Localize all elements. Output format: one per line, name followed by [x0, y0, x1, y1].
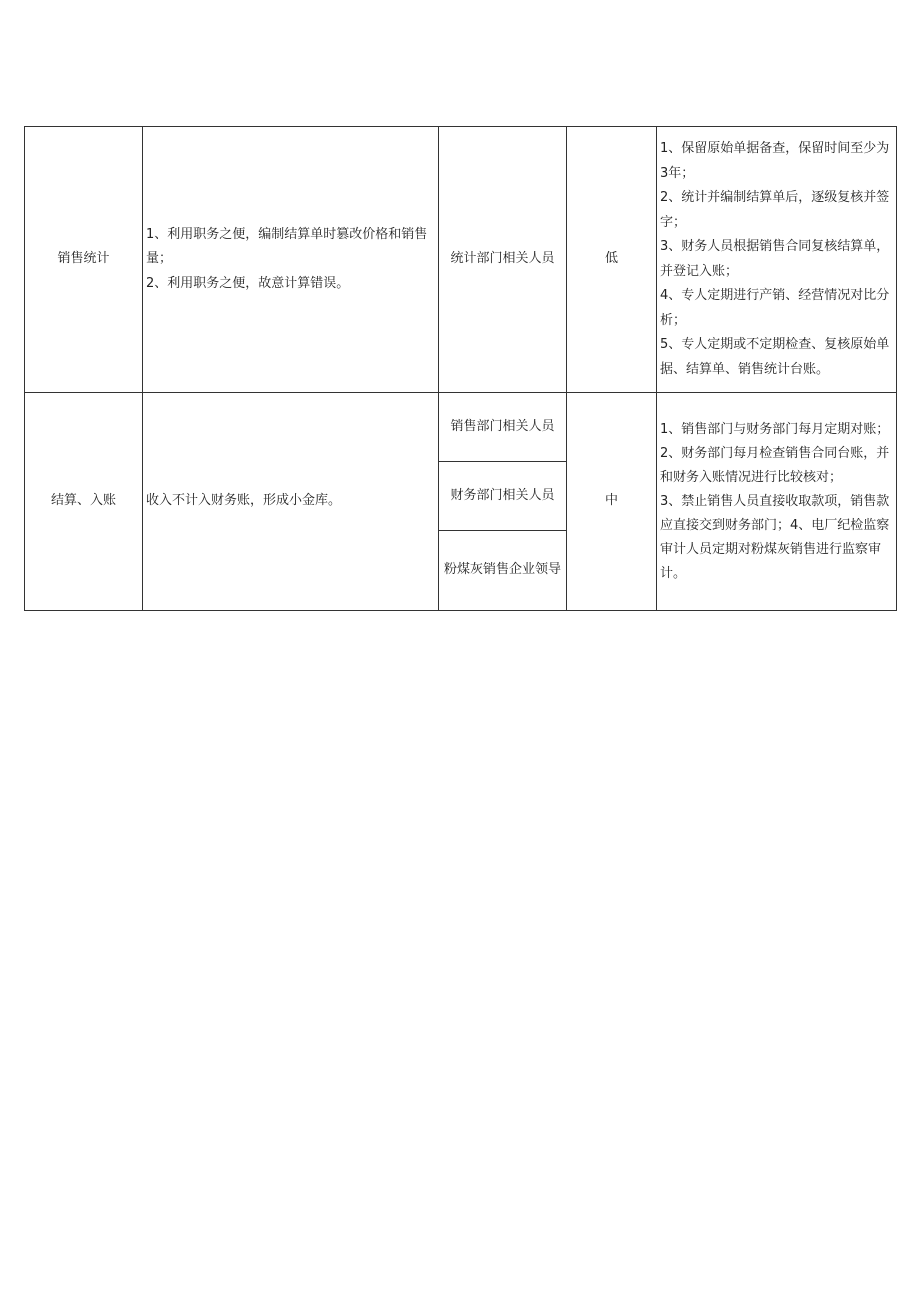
- personnel-cell: 统计部门相关人员: [439, 127, 567, 393]
- measure-item: 2、统计并编制结算单后，逐级复核并签字；: [660, 190, 890, 230]
- risk-point: 收入不计入财务账，形成小金库。: [146, 493, 342, 509]
- table-row: [25, 393, 897, 462]
- risk-point: 1、利用职务之便，编制结算单时篡改价格和销售量；: [146, 226, 428, 267]
- risk-points-cell: [143, 127, 439, 393]
- table-row: [25, 127, 897, 393]
- personnel-cell: 粉煤灰销售企业领导: [439, 531, 567, 611]
- risk-control-table: [24, 126, 897, 611]
- measure-item: 1、保留原始单据备查，保留时间至少为3年；: [660, 141, 890, 181]
- process-cell: 销售统计: [25, 127, 143, 393]
- risk-point: 2、利用职务之便，故意计算错误。: [146, 275, 350, 291]
- personnel-cell: 销售部门相关人员: [439, 393, 567, 462]
- measure-item: 3、禁止销售人员直接收取款项，销售款应直接交到财务部门；4、电厂纪检监察审计人员定期对粉煤灰销售进行监察审计。: [660, 493, 890, 581]
- measure-item: 2、财务部门每月检查销售合同台账，并和财务入账情况进行比较核对；: [660, 445, 890, 485]
- measures-cell: [657, 393, 897, 611]
- process-cell: 结算、入账: [25, 393, 143, 611]
- measure-item: 1、销售部门与财务部门每月定期对账；: [660, 421, 890, 437]
- risk-level-cell: 中: [567, 393, 657, 611]
- measures-cell: [657, 127, 897, 393]
- risk-points-cell: [143, 393, 439, 611]
- personnel-cell: 财务部门相关人员: [439, 462, 567, 531]
- measure-item: 5、专人定期或不定期检查、复核原始单据、结算单、销售统计台账。: [660, 337, 890, 377]
- risk-level-cell: 低: [567, 127, 657, 393]
- measure-item: 4、专人定期进行产销、经营情况对比分析；: [660, 288, 890, 328]
- measure-item: 3、财务人员根据销售合同复核结算单，并登记入账；: [660, 239, 890, 279]
